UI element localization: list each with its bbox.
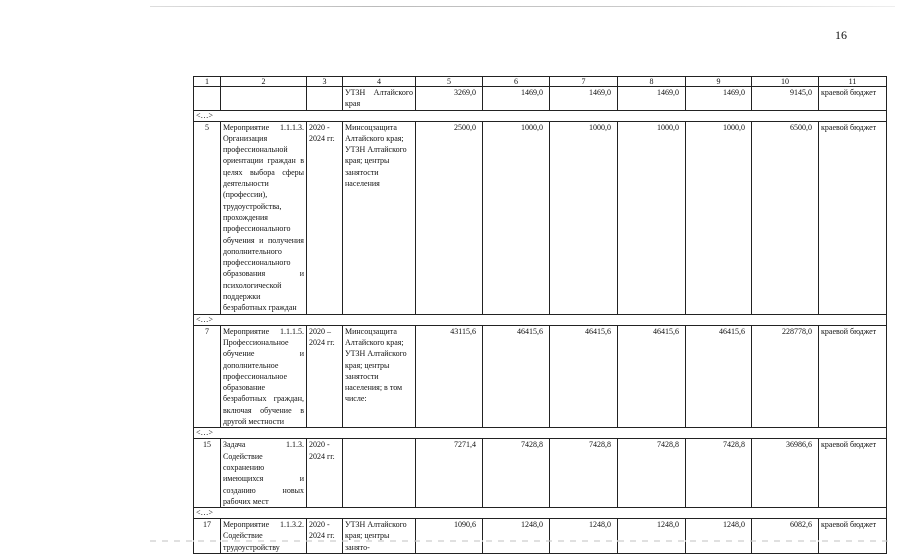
table-row xyxy=(194,519,887,554)
col-header: 3 xyxy=(307,77,343,87)
cell-value: 1000,0 xyxy=(483,121,550,314)
col-header: 1 xyxy=(194,77,221,87)
omission-row xyxy=(194,428,887,439)
omission-fill xyxy=(307,508,819,519)
cell-value: 1248,0 xyxy=(686,519,752,554)
cell-value: 1469,0 xyxy=(550,87,618,111)
cell-source: краевой бюджет xyxy=(819,87,887,111)
table-row xyxy=(194,87,887,111)
cell-name: Мероприятие 1.1.1.3. Организация профессиональной ориентации граждан в целях выбора сферы деятельности (профессии), трудоустройства, прохождения профессионального обучения и получения дополнительного профессионального образования и психологической поддержки безработных граждан xyxy=(221,121,307,314)
cell-no: 7 xyxy=(194,325,221,428)
col-header: 8 xyxy=(618,77,686,87)
cell-no xyxy=(194,87,221,111)
header-row xyxy=(194,77,887,87)
omission-marker: <…> xyxy=(194,110,307,121)
cell-name: Мероприятие 1.1.1.5. Профессиональное обучение и дополнительное профессиональное образование безработных граждан, включая обучение в другой местности xyxy=(221,325,307,428)
cell-period: 2020 – 2024 гг. xyxy=(307,325,343,428)
cell-value: 228778,0 xyxy=(752,325,819,428)
col-header: 11 xyxy=(819,77,887,87)
cell-value: 1469,0 xyxy=(686,87,752,111)
cell-value: 6082,6 xyxy=(752,519,819,554)
cell-value: 7428,8 xyxy=(618,439,686,508)
cell-source: краевой бюджет xyxy=(819,439,887,508)
cell-no: 17 xyxy=(194,519,221,554)
col-header: 9 xyxy=(686,77,752,87)
omission-fill xyxy=(819,428,887,439)
budget-table xyxy=(193,76,887,554)
cell-value: 36986,6 xyxy=(752,439,819,508)
cell-value: 7428,8 xyxy=(550,439,618,508)
col-header: 6 xyxy=(483,77,550,87)
cell-value: 7428,8 xyxy=(686,439,752,508)
omission-fill xyxy=(307,110,819,121)
omission-fill xyxy=(819,508,887,519)
cell-value: 43115,6 xyxy=(416,325,483,428)
col-header: 2 xyxy=(221,77,307,87)
omission-marker: <…> xyxy=(194,428,307,439)
cell-executor: УТЗН Алтайского края xyxy=(343,87,416,111)
omission-fill xyxy=(307,314,819,325)
cell-period xyxy=(307,87,343,111)
cell-value: 1000,0 xyxy=(550,121,618,314)
cell-name: Мероприятие 1.1.3.2. Содействие трудоустройству xyxy=(221,519,307,554)
col-header: 10 xyxy=(752,77,819,87)
cell-period: 2020 - 2024 гг. xyxy=(307,121,343,314)
col-header: 7 xyxy=(550,77,618,87)
cell-value: 2500,0 xyxy=(416,121,483,314)
table-row xyxy=(194,121,887,314)
cell-value: 9145,0 xyxy=(752,87,819,111)
cell-value: 46415,6 xyxy=(686,325,752,428)
cell-value: 1000,0 xyxy=(618,121,686,314)
cell-value: 1469,0 xyxy=(618,87,686,111)
cell-executor: УТЗН Алтайского края; центры занято- xyxy=(343,519,416,554)
cell-value: 1248,0 xyxy=(550,519,618,554)
scan-bottom-noise xyxy=(150,540,890,542)
cell-value: 3269,0 xyxy=(416,87,483,111)
omission-row xyxy=(194,508,887,519)
page-number: 16 xyxy=(835,28,847,42)
omission-row xyxy=(194,314,887,325)
cell-no: 5 xyxy=(194,121,221,314)
cell-value: 7271,4 xyxy=(416,439,483,508)
cell-no: 15 xyxy=(194,439,221,508)
table-row xyxy=(194,325,887,428)
cell-source: краевой бюджет xyxy=(819,325,887,428)
cell-value: 46415,6 xyxy=(618,325,686,428)
omission-fill xyxy=(819,314,887,325)
table-row xyxy=(194,439,887,508)
cell-source: краевой бюджет xyxy=(819,519,887,554)
cell-source: краевой бюджет xyxy=(819,121,887,314)
cell-value: 1090,6 xyxy=(416,519,483,554)
cell-executor: Минсоцзащита Алтайского края; УТЗН Алтайского края; центры занятости населения xyxy=(343,121,416,314)
cell-value: 1469,0 xyxy=(483,87,550,111)
cell-executor xyxy=(343,439,416,508)
omission-fill xyxy=(819,110,887,121)
cell-value: 46415,6 xyxy=(483,325,550,428)
cell-value: 1248,0 xyxy=(618,519,686,554)
col-header: 5 xyxy=(416,77,483,87)
cell-value: 46415,6 xyxy=(550,325,618,428)
cell-value: 1000,0 xyxy=(686,121,752,314)
omission-marker: <…> xyxy=(194,508,307,519)
omission-row xyxy=(194,110,887,121)
cell-value: 6500,0 xyxy=(752,121,819,314)
cell-period: 2020 - 2024 гг. xyxy=(307,519,343,554)
col-header: 4 xyxy=(343,77,416,87)
cell-value: 7428,8 xyxy=(483,439,550,508)
cell-name xyxy=(221,87,307,111)
omission-marker: <…> xyxy=(194,314,307,325)
cell-name: Задача 1.1.3. Содействие сохранению имеющихся и созданию новых рабочих мест xyxy=(221,439,307,508)
cell-value: 1248,0 xyxy=(483,519,550,554)
cell-executor: Минсоцзащита Алтайского края; УТЗН Алтайского края; центры занятости населения; в том числе: xyxy=(343,325,416,428)
scan-top-rule xyxy=(150,6,895,7)
cell-period: 2020 - 2024 гг. xyxy=(307,439,343,508)
omission-fill xyxy=(307,428,819,439)
